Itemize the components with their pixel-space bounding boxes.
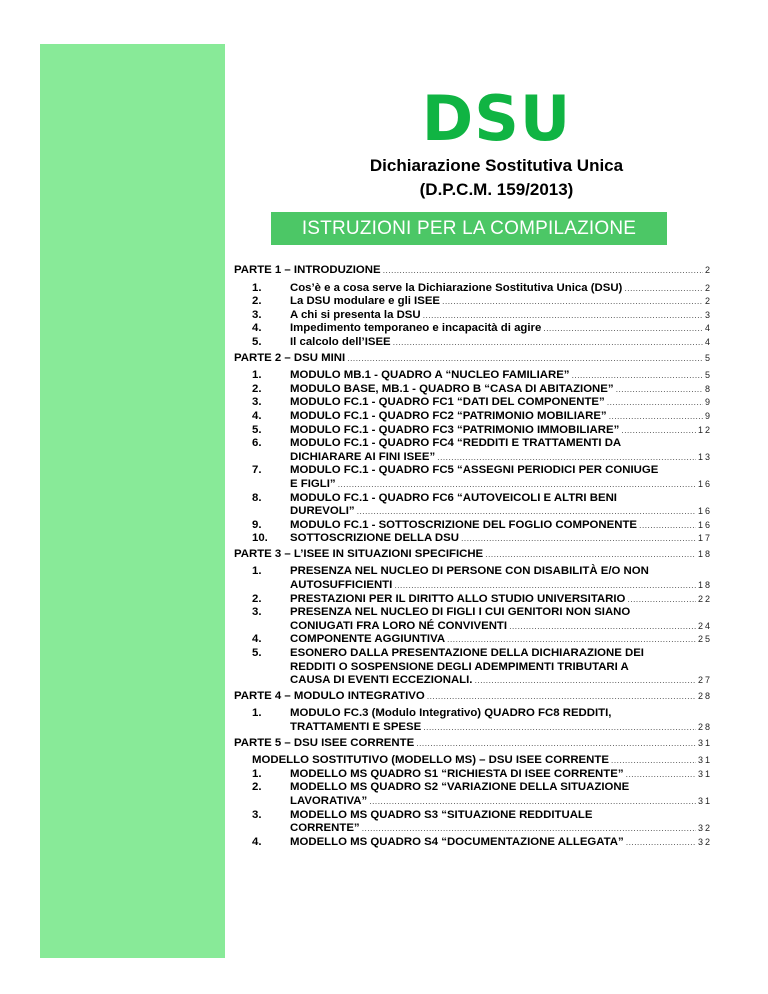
leader-dots bbox=[383, 264, 703, 278]
toc-entry-continuation[interactable] bbox=[234, 822, 712, 836]
toc-entry-title: CONIUGATI FRA LORO NÉ CONVIVENTI bbox=[290, 619, 508, 632]
toc-page-number: 12 bbox=[697, 424, 712, 435]
toc-entry-title: Il calcolo dell’ISEE bbox=[290, 335, 391, 348]
toc-entry[interactable] bbox=[234, 836, 712, 850]
leader-dots bbox=[362, 822, 696, 836]
toc-entry-title: MODULO FC.1 - QUADRO FC3 “PATRIMONIO IMMOBILIARE” bbox=[290, 423, 620, 436]
toc-entry-number: 3. bbox=[252, 606, 262, 619]
toc-entry[interactable] bbox=[234, 647, 712, 661]
dsu-logo: DSU bbox=[421, 82, 572, 155]
toc-entry-number: 2. bbox=[252, 592, 262, 605]
toc-entry-number: 6. bbox=[252, 437, 262, 450]
toc-entry-title: MODELLO MS QUADRO S3 “SITUAZIONE REDDITUALE bbox=[290, 808, 593, 821]
toc-page-number: 5 bbox=[704, 370, 712, 381]
toc-page-number: 4 bbox=[704, 323, 712, 334]
toc-entry[interactable] bbox=[234, 781, 712, 795]
toc-page-number: 13 bbox=[697, 451, 712, 462]
toc-entry-title: DUREVOLI” bbox=[290, 505, 355, 518]
toc-entry-title: CAUSA DI EVENTI ECCEZIONALI. bbox=[290, 674, 473, 687]
toc-entry-title: E FIGLI” bbox=[290, 477, 336, 490]
toc-part-4[interactable] bbox=[234, 690, 712, 704]
toc-entry-title: MODELLO SOSTITUTIVO (MODELLO MS) – DSU ISEE CORRENTE bbox=[252, 754, 609, 767]
toc-page-number: 31 bbox=[697, 755, 712, 766]
toc-entry-title: MODULO FC.1 - QUADRO FC5 “ASSEGNI PERIODICI PER CONIUGE bbox=[290, 464, 659, 477]
toc-entry-title: Impedimento temporaneo e incapacità di agire bbox=[290, 322, 542, 335]
toc-entry-number: 5. bbox=[252, 335, 262, 348]
toc-entry-number: 1. bbox=[252, 369, 262, 382]
toc-page-number: 2 bbox=[704, 282, 712, 293]
toc-entry[interactable] bbox=[234, 593, 712, 607]
toc-entry-title: A chi si presenta la DSU bbox=[290, 308, 421, 321]
leader-dots bbox=[347, 352, 703, 366]
toc-page-number: 31 bbox=[697, 795, 712, 806]
toc-entry-title: MODULO FC.3 (Modulo Integrativo) QUADRO FC8 REDDITI, bbox=[290, 707, 612, 720]
toc-entry-title: ESONERO DALLA PRESENTAZIONE DELLA DICHIARAZIONE DEI bbox=[290, 647, 644, 660]
toc-entry-continuation[interactable] bbox=[234, 620, 712, 634]
toc-page-number: 27 bbox=[697, 675, 712, 686]
toc-entry-number: 1. bbox=[252, 767, 262, 780]
toc-entry-continuation[interactable] bbox=[234, 505, 712, 519]
toc-entry-title: MODULO FC.1 - QUADRO FC4 “REDDITI E TRATTAMENTI DA bbox=[290, 437, 622, 450]
toc-entry-number: 1. bbox=[252, 565, 262, 578]
toc-entry-number: 4. bbox=[252, 322, 262, 335]
leader-dots bbox=[442, 295, 703, 309]
toc-entry-title: Cos’è e a cosa serve la Dichiarazione Sostitutiva Unica (DSU) bbox=[290, 281, 623, 294]
toc-entry-title: MODULO FC.1 - SOTTOSCRIZIONE DEL FOGLIO COMPONENTE bbox=[290, 518, 638, 531]
toc-entry-number: 9. bbox=[252, 518, 262, 531]
toc-entry-number: 3. bbox=[252, 396, 262, 409]
leader-dots bbox=[639, 519, 696, 533]
toc-page-number: 31 bbox=[697, 737, 712, 748]
toc-entry-number: 5. bbox=[252, 647, 262, 660]
toc-part-title: PARTE 4 – MODULO INTEGRATIVO bbox=[234, 689, 425, 702]
toc-page-number: 5 bbox=[704, 352, 712, 363]
leader-dots bbox=[621, 424, 696, 438]
toc-entry-number: 1. bbox=[252, 281, 262, 294]
toc-page-number: 31 bbox=[697, 768, 712, 779]
toc-entry-number: 4. bbox=[252, 633, 262, 646]
toc-entry-title: DICHIARARE AI FINI ISEE” bbox=[290, 450, 436, 463]
toc-entry[interactable] bbox=[234, 754, 712, 768]
leader-dots bbox=[616, 383, 703, 397]
toc-entry-title: AUTOSUFFICIENTI bbox=[290, 579, 393, 592]
leader-dots bbox=[624, 282, 703, 296]
leader-dots bbox=[447, 633, 696, 647]
toc-entry-number: 2. bbox=[252, 295, 262, 308]
toc-entry[interactable] bbox=[234, 396, 712, 410]
toc-page-number: 18 bbox=[697, 548, 712, 559]
toc-entry[interactable] bbox=[234, 369, 712, 383]
toc-entry[interactable] bbox=[234, 295, 712, 309]
leader-dots bbox=[393, 336, 703, 350]
toc-entry-number: 1. bbox=[252, 707, 262, 720]
toc-entry[interactable] bbox=[234, 633, 712, 647]
toc-entry-number: 7. bbox=[252, 464, 262, 477]
toc-entry-title: LAVORATIVA” bbox=[290, 794, 368, 807]
toc-entry-number: 2. bbox=[252, 382, 262, 395]
toc-page-number: 16 bbox=[697, 519, 712, 530]
toc-page-number: 28 bbox=[697, 690, 712, 701]
toc-page-number: 17 bbox=[697, 533, 712, 544]
toc-entry[interactable] bbox=[234, 437, 712, 451]
toc-entry-title: MODULO FC.1 - QUADRO FC2 “PATRIMONIO MOBILIARE” bbox=[290, 409, 607, 422]
toc-page-number: 28 bbox=[697, 722, 712, 732]
toc-entry-title: MODULO FC.1 - QUADRO FC6 “AUTOVEICOLI E ALTRI BENI bbox=[290, 491, 617, 504]
toc-page-number: 32 bbox=[697, 836, 712, 847]
leader-dots bbox=[437, 451, 696, 465]
toc-entry-title: COMPONENTE AGGIUNTIVA bbox=[290, 633, 446, 646]
toc-page-number: 16 bbox=[697, 478, 712, 489]
toc-entry-continuation[interactable] bbox=[234, 579, 712, 593]
leader-dots bbox=[607, 396, 703, 410]
toc-part-5[interactable] bbox=[234, 737, 712, 751]
leader-dots bbox=[416, 737, 696, 751]
toc-entry[interactable] bbox=[234, 809, 712, 823]
toc-entry-title: REDDITI O SOSPENSIONE DEGLI ADEMPIMENTI TRIBUTARI A bbox=[290, 660, 629, 673]
leader-dots bbox=[509, 620, 696, 634]
leader-dots bbox=[423, 721, 696, 735]
leader-dots bbox=[357, 505, 696, 519]
toc-entry[interactable] bbox=[234, 707, 712, 721]
toc-page-number: 25 bbox=[697, 634, 712, 645]
toc-entry[interactable] bbox=[234, 336, 712, 350]
toc-entry-title: MODULO BASE, MB.1 - QUADRO B “CASA DI ABITAZIONE” bbox=[290, 382, 614, 395]
toc-entry-continuation[interactable] bbox=[234, 795, 712, 809]
toc-entry[interactable] bbox=[234, 768, 712, 782]
toc-entry-continuation[interactable] bbox=[234, 451, 712, 465]
toc-entry-title: MODULO MB.1 - QUADRO A “NUCLEO FAMILIARE” bbox=[290, 369, 570, 382]
toc-entry-number: 8. bbox=[252, 491, 262, 504]
toc-entry[interactable] bbox=[234, 565, 712, 579]
leader-dots bbox=[423, 309, 703, 323]
leader-dots bbox=[626, 768, 696, 782]
toc-entry[interactable] bbox=[234, 282, 712, 296]
toc-entry[interactable] bbox=[234, 606, 712, 620]
toc-entry-title: MODELLO MS QUADRO S1 “RICHIESTA DI ISEE CORRENTE” bbox=[290, 767, 624, 780]
toc-part-title: PARTE 1 – INTRODUZIONE bbox=[234, 264, 381, 276]
toc-page-number: 32 bbox=[697, 823, 712, 834]
toc-part-1[interactable] bbox=[234, 264, 712, 278]
toc-entry-title: MODELLO MS QUADRO S2 “VARIAZIONE DELLA SITUAZIONE bbox=[290, 781, 630, 794]
toc-page-number: 9 bbox=[704, 397, 712, 408]
toc-entry-number: 3. bbox=[252, 308, 262, 321]
leader-dots bbox=[485, 548, 696, 562]
toc-page-number: 8 bbox=[704, 383, 712, 394]
toc-entry-title: PRESTAZIONI PER IL DIRITTO ALLO STUDIO UNIVERSITARIO bbox=[290, 592, 626, 605]
table-of-contents bbox=[234, 262, 712, 849]
leader-dots bbox=[626, 836, 696, 850]
toc-entry-number: 4. bbox=[252, 409, 262, 422]
toc-page-number: 2 bbox=[704, 296, 712, 307]
toc-page-number: 22 bbox=[697, 593, 712, 604]
leader-dots bbox=[338, 478, 696, 492]
toc-entry-title: SOTTOSCRIZIONE DELLA DSU bbox=[290, 532, 459, 545]
toc-page-number: 16 bbox=[697, 506, 712, 517]
toc-entry[interactable] bbox=[234, 322, 712, 336]
leader-dots bbox=[461, 532, 696, 546]
toc-part-title: PARTE 2 – DSU MINI bbox=[234, 351, 346, 364]
toc-entry-title: MODULO FC.1 - QUADRO FC1 “DATI DEL COMPONENTE” bbox=[290, 396, 605, 409]
toc-entry-title: CORRENTE” bbox=[290, 822, 360, 835]
toc-entry[interactable] bbox=[234, 492, 712, 506]
toc-part-3[interactable] bbox=[234, 548, 712, 562]
toc-entry-title: MODELLO MS QUADRO S4 “DOCUMENTAZIONE ALLEGATA” bbox=[290, 835, 624, 848]
leader-dots bbox=[611, 754, 696, 768]
toc-entry-title: TRATTAMENTI E SPESE bbox=[290, 721, 422, 733]
toc-part-2[interactable] bbox=[234, 352, 712, 366]
toc-entry-continuation[interactable] bbox=[234, 721, 712, 735]
toc-entry-continuation[interactable] bbox=[234, 478, 712, 492]
toc-entry-number: 3. bbox=[252, 808, 262, 821]
left-decorative-bar bbox=[40, 44, 225, 958]
toc-entry-continuation[interactable] bbox=[234, 661, 712, 675]
leader-dots bbox=[394, 579, 696, 593]
toc-entry[interactable] bbox=[234, 519, 712, 533]
leader-dots bbox=[571, 369, 703, 383]
toc-page-number: 18 bbox=[697, 580, 712, 591]
toc-entry[interactable] bbox=[234, 383, 712, 397]
toc-entry[interactable] bbox=[234, 424, 712, 438]
toc-entry[interactable] bbox=[234, 532, 712, 546]
toc-entry[interactable] bbox=[234, 410, 712, 424]
leader-dots bbox=[609, 410, 703, 424]
toc-entry-continuation[interactable] bbox=[234, 674, 712, 688]
decree-reference: (D.P.C.M. 159/2013) bbox=[419, 180, 574, 199]
toc-entry[interactable] bbox=[234, 464, 712, 478]
leader-dots bbox=[474, 674, 696, 688]
document-subtitle: Dichiarazione Sostitutiva Unica bbox=[369, 156, 624, 175]
leader-dots bbox=[369, 795, 696, 809]
toc-entry-number: 4. bbox=[252, 835, 262, 848]
leader-dots bbox=[627, 593, 696, 607]
toc-page-number: 4 bbox=[704, 336, 712, 347]
instructions-banner: ISTRUZIONI PER LA COMPILAZIONE bbox=[271, 212, 667, 245]
toc-entry-title: PRESENZA NEL NUCLEO DI PERSONE CON DISABILITÀ E/O NON bbox=[290, 565, 649, 578]
toc-entry-number: 10. bbox=[252, 532, 268, 545]
toc-part-title: PARTE 3 – L’ISEE IN SITUAZIONI SPECIFICHE bbox=[234, 547, 484, 560]
toc-page-number: 24 bbox=[697, 620, 712, 631]
toc-entry[interactable] bbox=[234, 309, 712, 323]
toc-part-title: PARTE 5 – DSU ISEE CORRENTE bbox=[234, 736, 415, 749]
toc-entry-title: La DSU modulare e gli ISEE bbox=[290, 295, 441, 308]
toc-page-number: 2 bbox=[704, 265, 712, 275]
toc-entry-number: 2. bbox=[252, 781, 262, 794]
toc-page-number: 3 bbox=[704, 309, 712, 320]
leader-dots bbox=[427, 690, 696, 704]
toc-entry-number: 5. bbox=[252, 423, 262, 436]
toc-page-number: 9 bbox=[704, 410, 712, 421]
toc-entry-title: PRESENZA NEL NUCLEO DI FIGLI I CUI GENITORI NON SIANO bbox=[290, 606, 631, 619]
leader-dots bbox=[543, 322, 703, 336]
